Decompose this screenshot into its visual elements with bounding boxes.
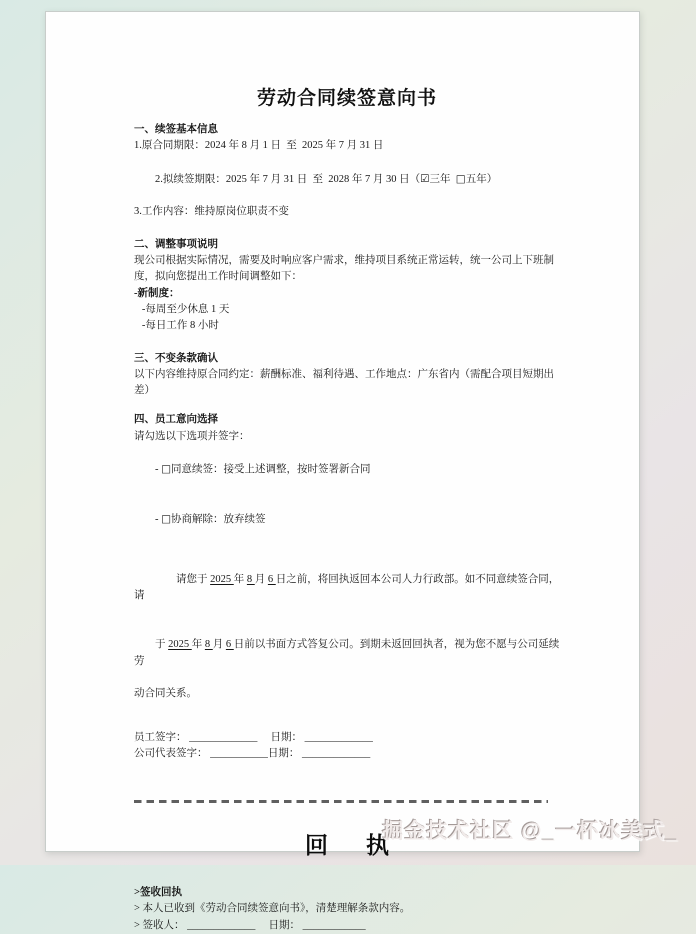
checkbox-unchecked-icon[interactable]: □ (455, 172, 466, 185)
deadline-day: 6 (225, 639, 234, 651)
choice-intro-line: 请勾选以下选项并签字： (134, 430, 250, 442)
section-1-heading: 一、续签基本信息 (134, 124, 218, 135)
document-page (45, 11, 640, 931)
notice-text: 年 (191, 639, 205, 651)
receipt-signature-line: > 签收人： _____________ 日期： ____________ (134, 919, 366, 931)
deadline-month: 8 (246, 574, 255, 586)
renewal-term-text: 2.拟续签期限：2025 年 7 月 31 日 至 2028 年 7 月 30 日（ (155, 173, 421, 185)
notice-text: 年 (233, 574, 247, 586)
unchanged-terms-line-1: 以下内容维持原合同约定：薪酬标准、福利待遇、工作地点：广东省内（需配合项目短期出 (134, 368, 554, 380)
section-2-heading: 二、调整事项说明 (134, 238, 218, 250)
option-dash: - (155, 464, 162, 476)
unchanged-terms-line-2: 差） (134, 385, 155, 397)
notice-text: 请您于 (155, 574, 211, 586)
receipt-title-char: 回 (305, 832, 328, 859)
term-3yr-label: 三年 (429, 173, 456, 185)
rest-day-rule-line: -每周至少休息 1 天 (134, 303, 230, 315)
checkbox-checked-icon[interactable]: ☑ (420, 172, 430, 185)
deadline-day: 6 (267, 574, 276, 586)
receipt-heading-line: >签收回执 (134, 887, 182, 899)
company-signature-line: 公司代表签字： ___________日期： _____________ (134, 747, 371, 759)
section-adjustments (134, 237, 560, 335)
section-4-heading: 四、员工意向选择 (134, 414, 218, 426)
option-agree-renewal (134, 445, 560, 495)
employee-signature-line: 员工签字： _____________ 日期： _____________ (134, 731, 373, 743)
deadline-month: 8 (204, 639, 213, 651)
notice-line-1 (134, 556, 560, 621)
watermark: 掘金技术社区 @_一杯冰美式_ (382, 820, 678, 843)
return-notice-paragraph (134, 556, 560, 703)
job-content-line: 3.工作内容：维持原岗位职责不变 (134, 206, 289, 218)
section-basic-info (134, 122, 560, 221)
receipt-block (134, 885, 560, 934)
checkbox-unchecked-icon[interactable]: □ (161, 513, 172, 526)
notice-text: 日之前，将回执返回本公司人力行政部。如不同意续签合同，请 (134, 574, 560, 602)
option-dash: - (155, 514, 162, 526)
deadline-year: 2025 (210, 574, 234, 586)
checkbox-unchecked-icon[interactable]: □ (161, 463, 172, 476)
term-5yr-label: 五年） (465, 173, 498, 185)
deadline-year: 2025 (168, 639, 192, 651)
notice-text: 日前以书面方式答复公司。到期未返回回执者，视为您不愿与公司延续劳 (134, 639, 560, 667)
adjustment-paragraph-line-1: 现公司根据实际情况，需要及时响应客户需求，维持项目系统正常运转，统一公司上下班制 (134, 255, 554, 267)
original-contract-term-line: 1.原合同期限：2024 年 8 月 1 日 至 2025 年 7 月 31 日 (134, 140, 384, 152)
receipt-title-char: 执 (366, 832, 389, 859)
cut-line-divider (134, 800, 548, 803)
section-unchanged-terms (134, 351, 560, 400)
notice-text: 月 (212, 639, 226, 651)
section-employee-choice (134, 412, 560, 544)
option-terminate (134, 495, 560, 545)
new-policy-heading: -新制度： (134, 287, 180, 299)
notice-line-2 (134, 621, 560, 686)
option-agree-label: 同意续签：接受上述调整，按时签署新合同 (171, 464, 371, 476)
adjustment-paragraph-line-2: 度，拟向您提出工作时间调整如下： (134, 271, 302, 283)
receipt-acknowledgement-line: > 本人已收到《劳动合同续签意向书》，清楚理解条款内容。 (134, 903, 411, 915)
work-hours-rule-line: -每日工作 8 小时 (134, 320, 219, 332)
section-3-heading: 三、不变条款确认 (134, 352, 218, 364)
notice-line-3: 动合同关系。 (134, 688, 197, 700)
document-content (134, 86, 560, 934)
signature-block (134, 730, 560, 763)
document-title: 劳动合同续签意向书 (256, 88, 437, 109)
renewal-term-line (134, 155, 560, 205)
option-terminate-label: 协商解除：放弃续签 (171, 514, 266, 526)
notice-text: 于 (155, 639, 169, 651)
notice-text: 月 (254, 574, 268, 586)
